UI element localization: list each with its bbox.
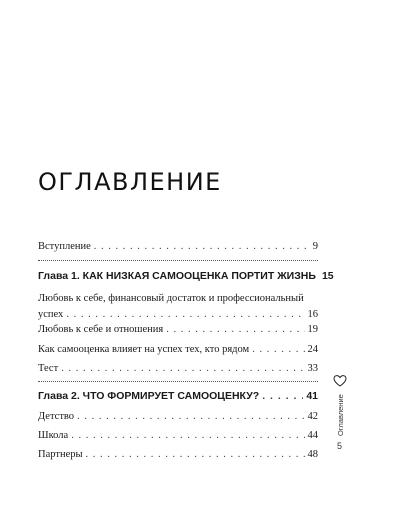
leader-dots bbox=[86, 448, 305, 461]
toc-chapter-1[interactable] bbox=[38, 270, 334, 283]
toc-entry-page: 33 bbox=[307, 363, 318, 374]
toc-entry-label: Любовь к себе и отношения bbox=[38, 324, 164, 335]
toc-chapter-2[interactable] bbox=[38, 390, 318, 403]
toc-entry-page: 15 bbox=[321, 270, 334, 282]
toc-entry-label: Глава 1. КАК НИЗКАЯ САМООЦЕНКА ПОРТИТ ЖИЗНЬ bbox=[38, 270, 316, 282]
leader-dots bbox=[252, 343, 304, 356]
toc-entry-label: Любовь к себе, финансовый достаток и профессиональный bbox=[38, 293, 304, 304]
toc-entry-page: 9 bbox=[312, 241, 318, 252]
toc-entry-childhood[interactable] bbox=[38, 410, 318, 423]
leader-dots bbox=[77, 410, 304, 423]
toc-entry-page: 41 bbox=[306, 390, 318, 402]
toc-entry-page: 19 bbox=[307, 324, 318, 335]
toc-entry-label: Глава 2. ЧТО ФОРМИРУЕТ САМООЦЕНКУ? bbox=[38, 390, 260, 402]
toc-entry-page: 42 bbox=[307, 411, 318, 422]
leader-dots bbox=[262, 390, 303, 403]
toc-entry-love-finance[interactable] bbox=[38, 292, 318, 321]
toc-entry-love-relations[interactable] bbox=[38, 323, 318, 336]
leader-dots bbox=[66, 308, 304, 321]
heart-icon bbox=[333, 374, 347, 388]
toc-entry-label: Как самооценка влияет на успех тех, кто рядом bbox=[38, 344, 250, 355]
toc-entry-partners[interactable] bbox=[38, 448, 318, 461]
toc-entry-label: Вступление bbox=[38, 241, 91, 252]
divider bbox=[38, 260, 318, 261]
toc-entry-page: 16 bbox=[307, 309, 318, 320]
toc-entry-label: Школа bbox=[38, 430, 69, 441]
toc-entry-label: Партнеры bbox=[38, 449, 83, 460]
toc-entry-intro[interactable] bbox=[38, 240, 318, 253]
side-section-label: Оглавление bbox=[336, 394, 345, 436]
leader-dots bbox=[71, 429, 304, 442]
leader-dots bbox=[61, 362, 304, 375]
page-title: ОГЛАВЛЕНИЕ bbox=[38, 168, 222, 196]
divider bbox=[38, 381, 318, 382]
toc-entry-self-esteem[interactable] bbox=[38, 343, 318, 356]
toc-entry-label: Тест bbox=[38, 363, 59, 374]
toc-entry-page: 48 bbox=[307, 449, 318, 460]
leader-dots bbox=[166, 323, 304, 336]
toc-entry-test[interactable] bbox=[38, 362, 318, 375]
leader-dots bbox=[94, 240, 310, 253]
page-number: 5 bbox=[337, 441, 343, 451]
toc-entry-school[interactable] bbox=[38, 429, 318, 442]
toc-entry-label-continued: успех bbox=[38, 309, 64, 320]
toc-entry-label: Детство bbox=[38, 411, 75, 422]
toc-entry-page: 44 bbox=[307, 430, 318, 441]
toc-entry-page: 24 bbox=[307, 344, 318, 355]
